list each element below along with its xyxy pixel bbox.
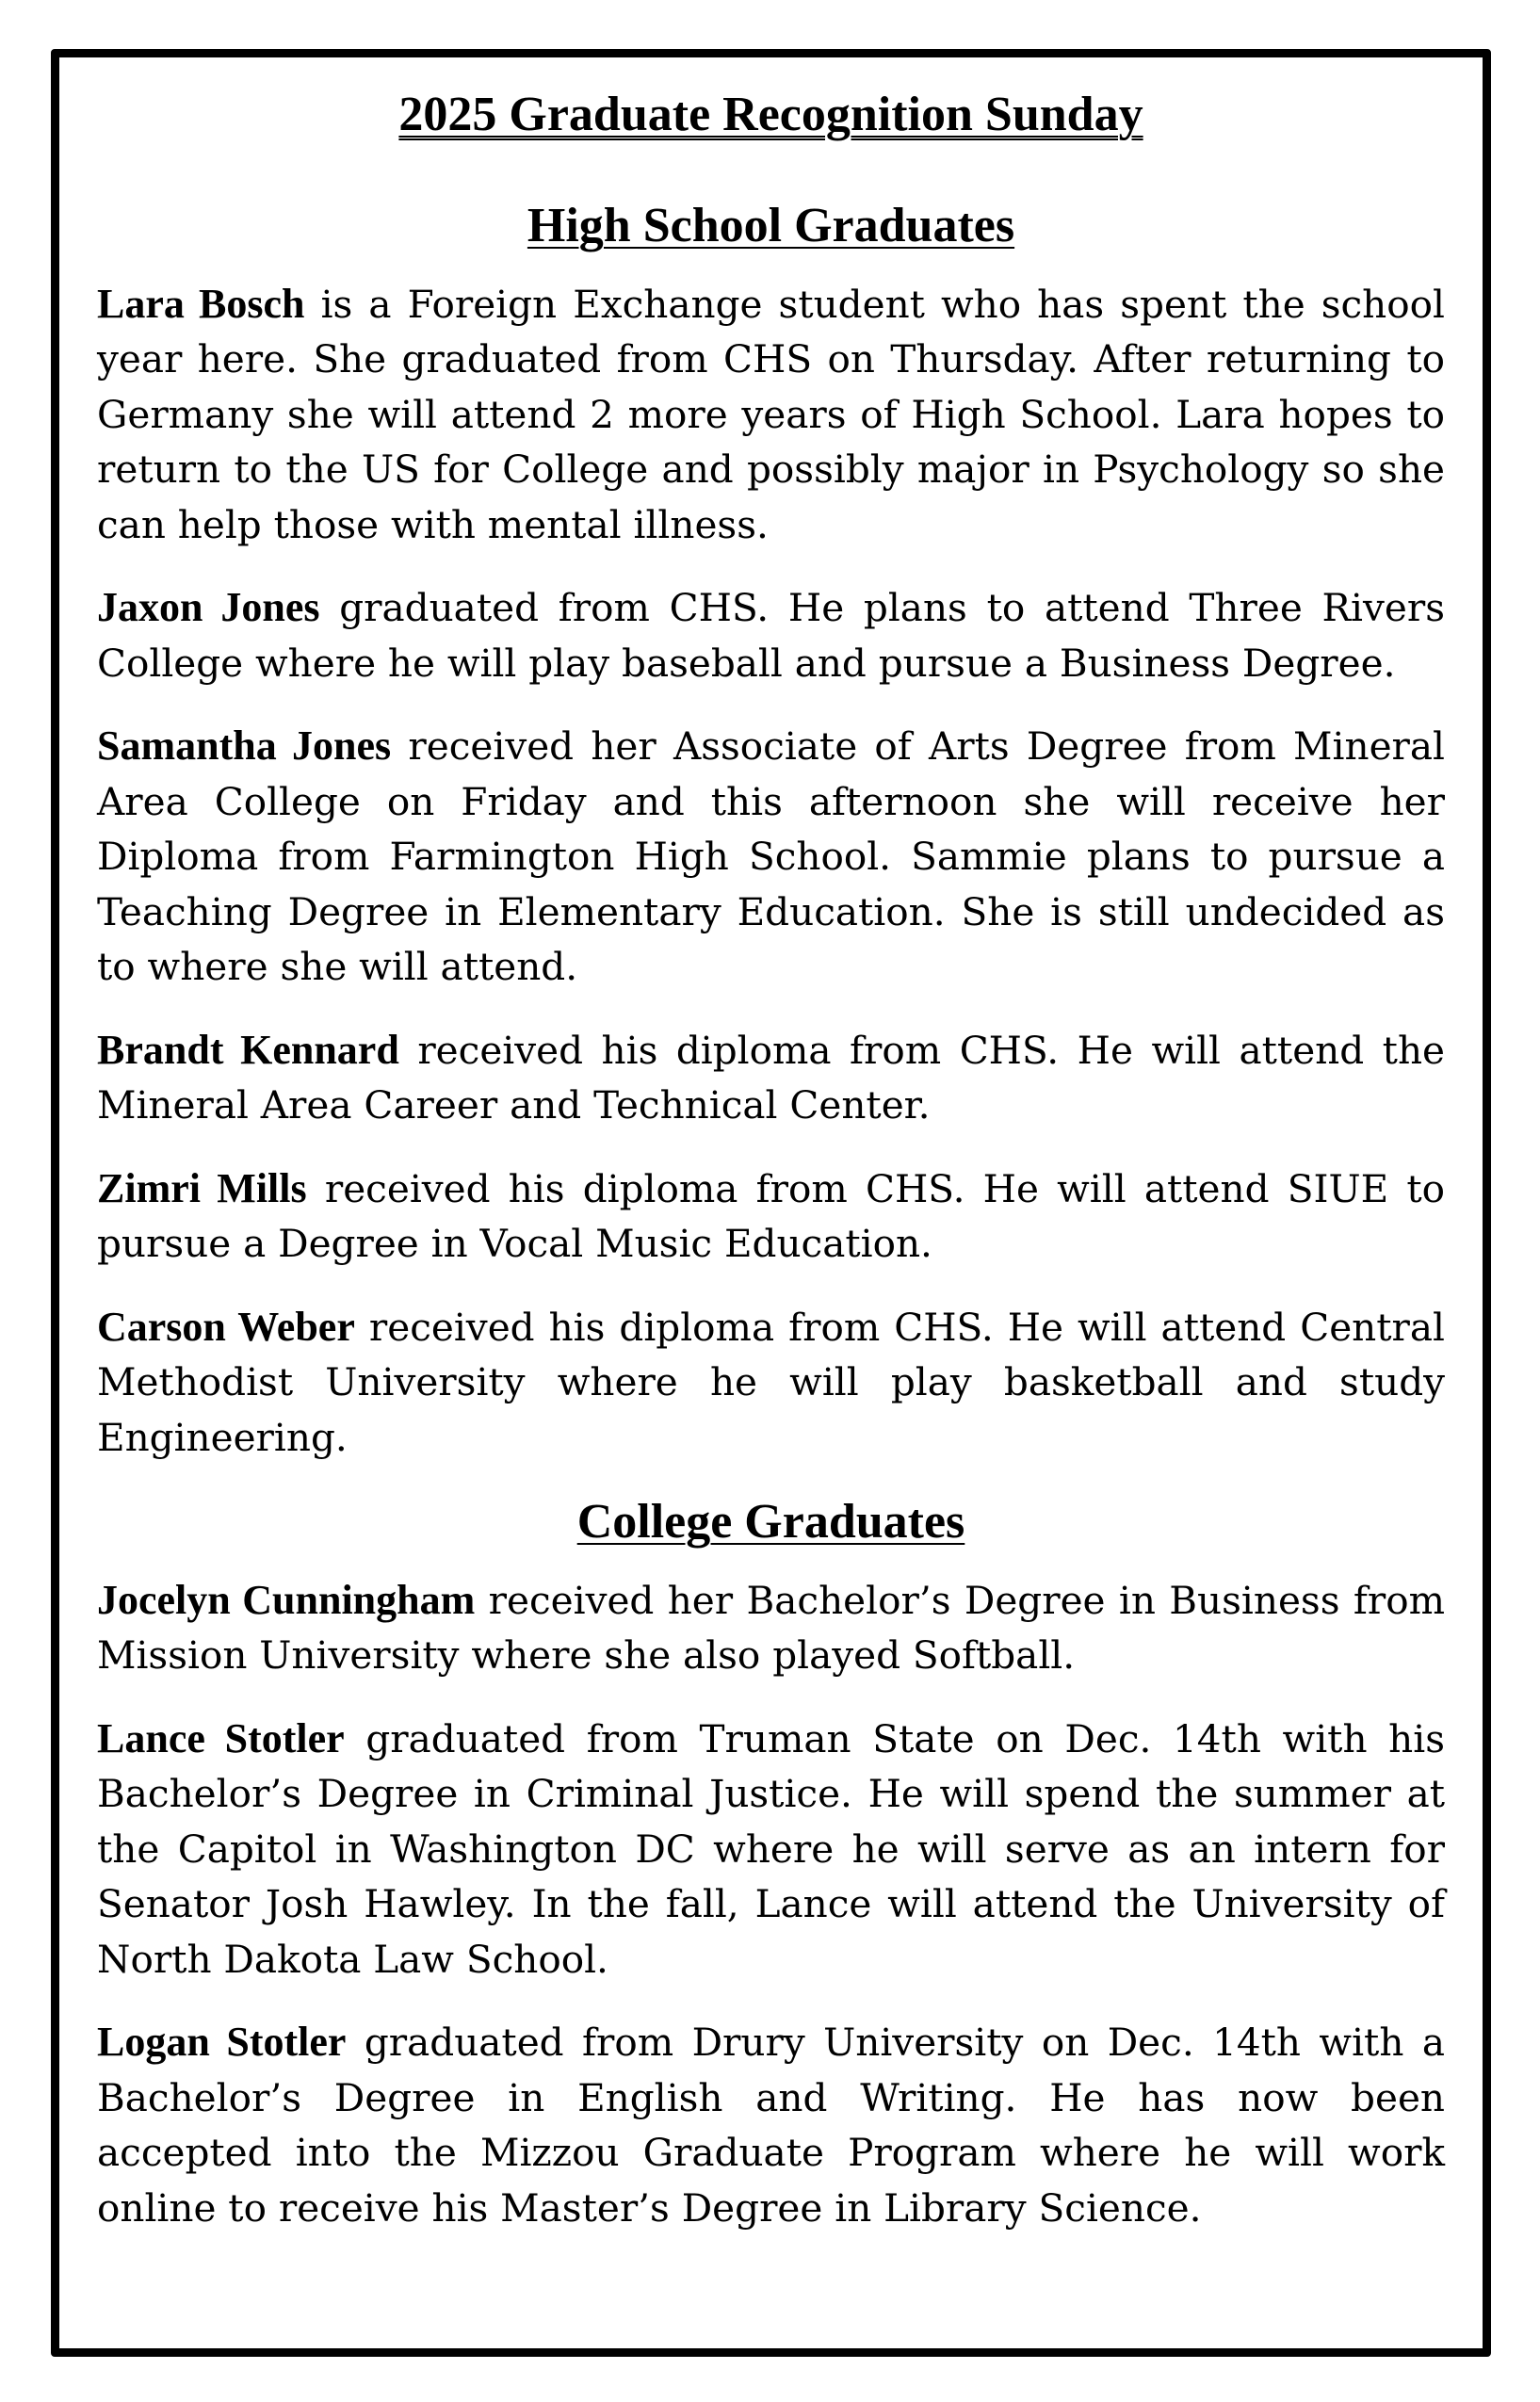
- graduate-name: Zimri Mills: [97, 1164, 307, 1211]
- graduate-name: Carson Weber: [97, 1303, 355, 1350]
- graduate-description: received her Associate of Arts Degree from Mineral Area College on Friday and this afternoon she will receive her Diploma from Farmington High School. Sammie plans to pursue a Teaching Degree in Elementary Education. She is still undecided as to where she will attend.: [97, 723, 1445, 990]
- graduate-entry: [97, 1300, 1445, 1466]
- graduate-description: received his diploma from CHS. He will attend the Mineral Area Career and Technical Center.: [97, 1027, 1446, 1128]
- graduate-entry: [97, 719, 1445, 995]
- graduate-description: is a Foreign Exchange student who has spent the school year here. She graduated from CHS on Thursday. After returning to Germany she will attend 2 more years of High School. Lara hopes to return to the US for College and possibly major in Psychology so she can help those with mental illness.: [97, 281, 1445, 547]
- graduate-name: Lara Bosch: [97, 280, 305, 327]
- graduate-entry: [97, 277, 1445, 553]
- graduate-description: received his diploma from CHS. He will attend SIUE to pursue a Degree in Vocal Music Education.: [97, 1165, 1446, 1267]
- page-title: 2025 Graduate Recognition Sunday: [398, 88, 1143, 141]
- graduate-description: received his diploma from CHS. He will attend Central Methodist University where he will play basketball and study Engineering.: [97, 1304, 1445, 1460]
- graduate-description: graduated from CHS. He plans to attend Three Rivers College where he will play baseball and pursue a Business Degree.: [97, 585, 1445, 686]
- graduate-description: graduated from Truman State on Dec. 14th with his Bachelor’s Degree in Criminal Justice. He will spend the summer at the Capitol in Washington DC where he will serve as an intern for Senator Josh Hawley. In the fall, Lance will attend the University of North Dakota Law School.: [97, 1715, 1445, 1982]
- graduate-description: graduated from Drury University on Dec. 14th with a Bachelor’s Degree in English and Writing. He has now been accepted into the Mizzou Graduate Program where he will work online to receive his Master’s Degree in Library Science.: [97, 2020, 1445, 2231]
- graduate-name: Jocelyn Cunningham: [97, 1576, 476, 1623]
- graduate-name: Samantha Jones: [97, 722, 392, 770]
- high-school-heading: High School Graduates: [527, 199, 1015, 253]
- graduate-entry: [97, 1712, 1445, 1988]
- graduate-name: Logan Stotler: [97, 2019, 347, 2066]
- graduate-name: Jaxon Jones: [97, 584, 320, 631]
- graduate-entry: [97, 1023, 1445, 1133]
- graduate-name: Brandt Kennard: [97, 1026, 399, 1073]
- graduate-entry: [97, 2015, 1445, 2235]
- page-border: [51, 49, 1491, 2357]
- graduate-entry: [97, 1573, 1445, 1683]
- graduate-entry: [97, 580, 1445, 690]
- graduate-entry: [97, 1161, 1445, 1272]
- college-heading: College Graduates: [576, 1495, 965, 1550]
- graduate-name: Lance Stotler: [97, 1714, 345, 1761]
- graduate-description: received her Bachelor’s Degree in Business from Mission University where she also played Softball.: [97, 1577, 1446, 1679]
